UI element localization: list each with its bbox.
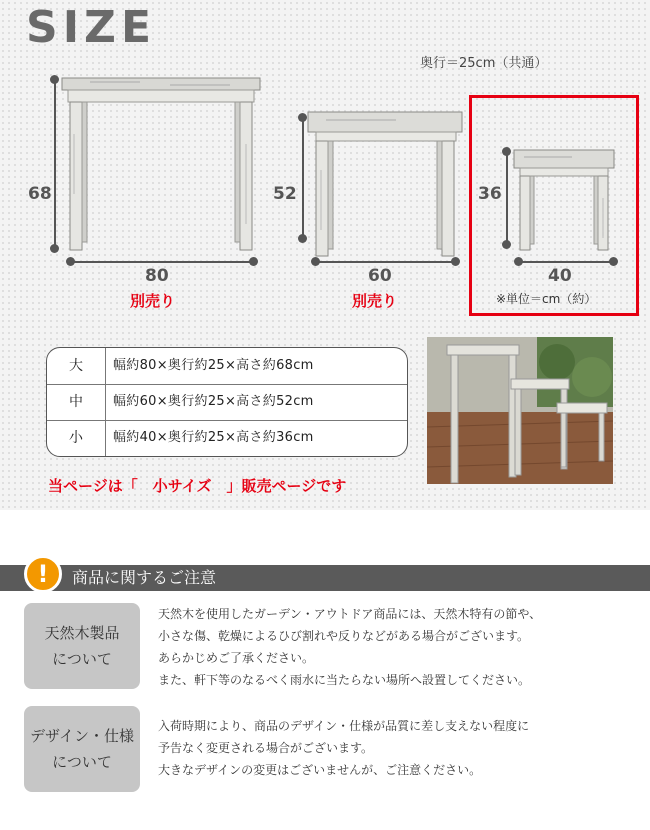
note-text-design-spec <box>158 715 529 781</box>
table-row <box>47 420 407 456</box>
large-sale-note: 別売り <box>130 292 176 310</box>
dimension-dot <box>249 257 258 266</box>
note-label-line: について <box>52 753 112 771</box>
large-table-illustration <box>60 74 265 254</box>
dimension-dot <box>502 147 511 156</box>
medium-width-label: 60 <box>368 266 392 286</box>
small-width-line <box>519 261 613 263</box>
medium-sale-note: 別売り <box>352 292 398 310</box>
dimension-dot <box>451 257 460 266</box>
section-title: SIZE <box>26 2 157 53</box>
medium-width-line <box>316 261 456 263</box>
dimension-dot <box>502 240 511 249</box>
unit-note: ※単位＝cm（約） <box>496 292 597 306</box>
small-height-line <box>506 152 508 244</box>
small-table-illustration <box>512 148 616 252</box>
medium-table-illustration <box>306 110 464 258</box>
note-line: 入荷時期により、商品のデザイン・仕様が品質に差し支えない程度に <box>158 719 530 733</box>
product-photo <box>427 337 613 484</box>
spec-table <box>46 347 408 457</box>
note-text-natural-wood <box>158 603 541 691</box>
note-label-line: 天然木製品 <box>44 624 120 642</box>
spec-cell: 幅約60×奥行約25×高さ約52cm <box>113 394 314 409</box>
caution-title: 商品に関するご注意 <box>72 568 217 587</box>
small-width-label: 40 <box>548 266 572 286</box>
medium-height-line <box>302 118 304 238</box>
table-row <box>47 384 407 420</box>
note-label-line: デザイン・仕様 <box>30 727 134 745</box>
note-line: 天然木を使用したガーデン・アウトドア商品には、天然木特有の節や、 <box>158 607 542 621</box>
note-label-natural-wood <box>24 603 140 689</box>
dimension-dot <box>50 244 59 253</box>
small-height-label: 36 <box>478 184 502 204</box>
note-line: 大きなデザインの変更はございませんが、ご注意ください。 <box>158 763 482 777</box>
size-cell: 大 <box>69 358 83 374</box>
dimension-dot <box>50 75 59 84</box>
dimension-dot <box>298 234 307 243</box>
large-width-label: 80 <box>145 266 169 286</box>
table-row <box>47 348 407 384</box>
dimension-dot <box>514 257 523 266</box>
spec-cell: 幅約40×奥行約25×高さ約36cm <box>113 430 314 445</box>
note-line: 小さな傷、乾燥によるひび割れや反りなどがある場合がございます。 <box>158 629 530 643</box>
note-line: あらかじめご了承ください。 <box>158 651 315 665</box>
large-height-line <box>54 80 56 248</box>
dimension-dot <box>66 257 75 266</box>
size-cell: 中 <box>69 394 83 410</box>
depth-note: 奥行＝25cm（共通） <box>420 56 548 71</box>
spec-cell: 幅約80×奥行約25×高さ約68cm <box>113 358 314 373</box>
note-line: 予告なく変更される場合がございます。 <box>158 741 374 755</box>
page-note: 当ページは「 小サイズ 」販売ページです <box>48 477 347 495</box>
dimension-dot <box>298 113 307 122</box>
large-width-line <box>71 261 254 263</box>
dimension-dot <box>311 257 320 266</box>
note-label-design-spec <box>24 706 140 792</box>
size-cell: 小 <box>69 430 83 446</box>
note-label-line: について <box>52 650 112 668</box>
note-line: また、軒下等のなるべく雨水に当たらない場所へ設置してください。 <box>158 673 531 687</box>
large-height-label: 68 <box>28 184 52 204</box>
exclamation-icon: ! <box>24 555 62 593</box>
medium-height-label: 52 <box>273 184 297 204</box>
dimension-dot <box>609 257 618 266</box>
